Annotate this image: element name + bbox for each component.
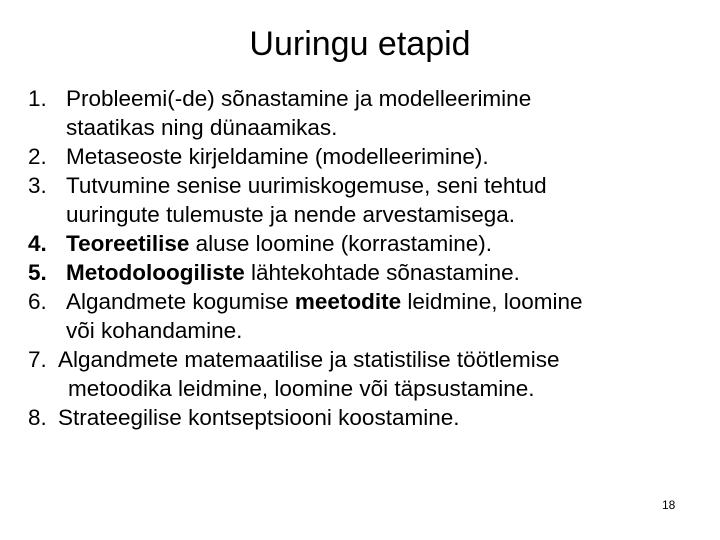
item-number: 6.	[28, 289, 47, 314]
item-text	[66, 171, 718, 229]
item-emphasis: meetodite	[294, 289, 402, 314]
item-line: lähtekohtade sõnastamine.	[244, 260, 520, 285]
item-number: 4.	[28, 231, 47, 256]
item-number: 1.	[28, 86, 47, 111]
item-text	[66, 142, 718, 171]
list-item	[28, 345, 718, 403]
item-number: 2.	[28, 144, 47, 169]
slide-title: Uuringu etapid	[249, 25, 471, 63]
item-line: Metaseoste kirjeldamine (modelleerimine).	[66, 144, 489, 169]
item-text	[66, 229, 718, 258]
item-emphasis: Metodoloogiliste	[66, 260, 245, 285]
item-line: Algandmete kogumise	[66, 289, 295, 314]
item-number: 7.	[28, 347, 47, 372]
item-line: või kohandamine.	[66, 318, 243, 343]
list-item	[28, 403, 718, 432]
item-line: Tutvumine senise uurimiskogemuse, seni tehtud	[66, 173, 547, 198]
item-line: Algandmete matemaatilise ja statistilise töötlemise	[58, 347, 560, 372]
item-number: 3.	[28, 173, 47, 198]
list-item	[28, 229, 718, 258]
item-text	[66, 287, 718, 345]
item-line: Strateegilise kontseptsiooni koostamine.	[58, 405, 460, 430]
item-line: metoodika leidmine, loomine või täpsustamine.	[68, 376, 535, 401]
item-text	[58, 345, 718, 403]
item-text	[66, 258, 718, 287]
item-line: leidmine, loomine	[401, 289, 583, 314]
item-line: uuringute tulemuste ja nende arvestamisega.	[66, 202, 516, 227]
item-number: 8.	[28, 405, 47, 430]
item-text	[66, 84, 718, 142]
item-text	[58, 403, 718, 432]
numbered-list	[28, 84, 718, 432]
item-number: 5.	[28, 260, 47, 285]
list-item	[28, 84, 718, 142]
page-number: 18	[662, 498, 676, 512]
item-line: aluse loomine (korrastamine).	[189, 231, 493, 256]
list-item	[28, 287, 718, 345]
list-item	[28, 171, 718, 229]
item-emphasis: Teoreetilise	[66, 231, 190, 256]
list-item	[28, 258, 718, 287]
item-line: Probleemi(-de) sõnastamine ja modelleerimine	[66, 86, 532, 111]
list-item	[28, 142, 718, 171]
item-line: staatikas ning dünaamikas.	[66, 115, 338, 140]
